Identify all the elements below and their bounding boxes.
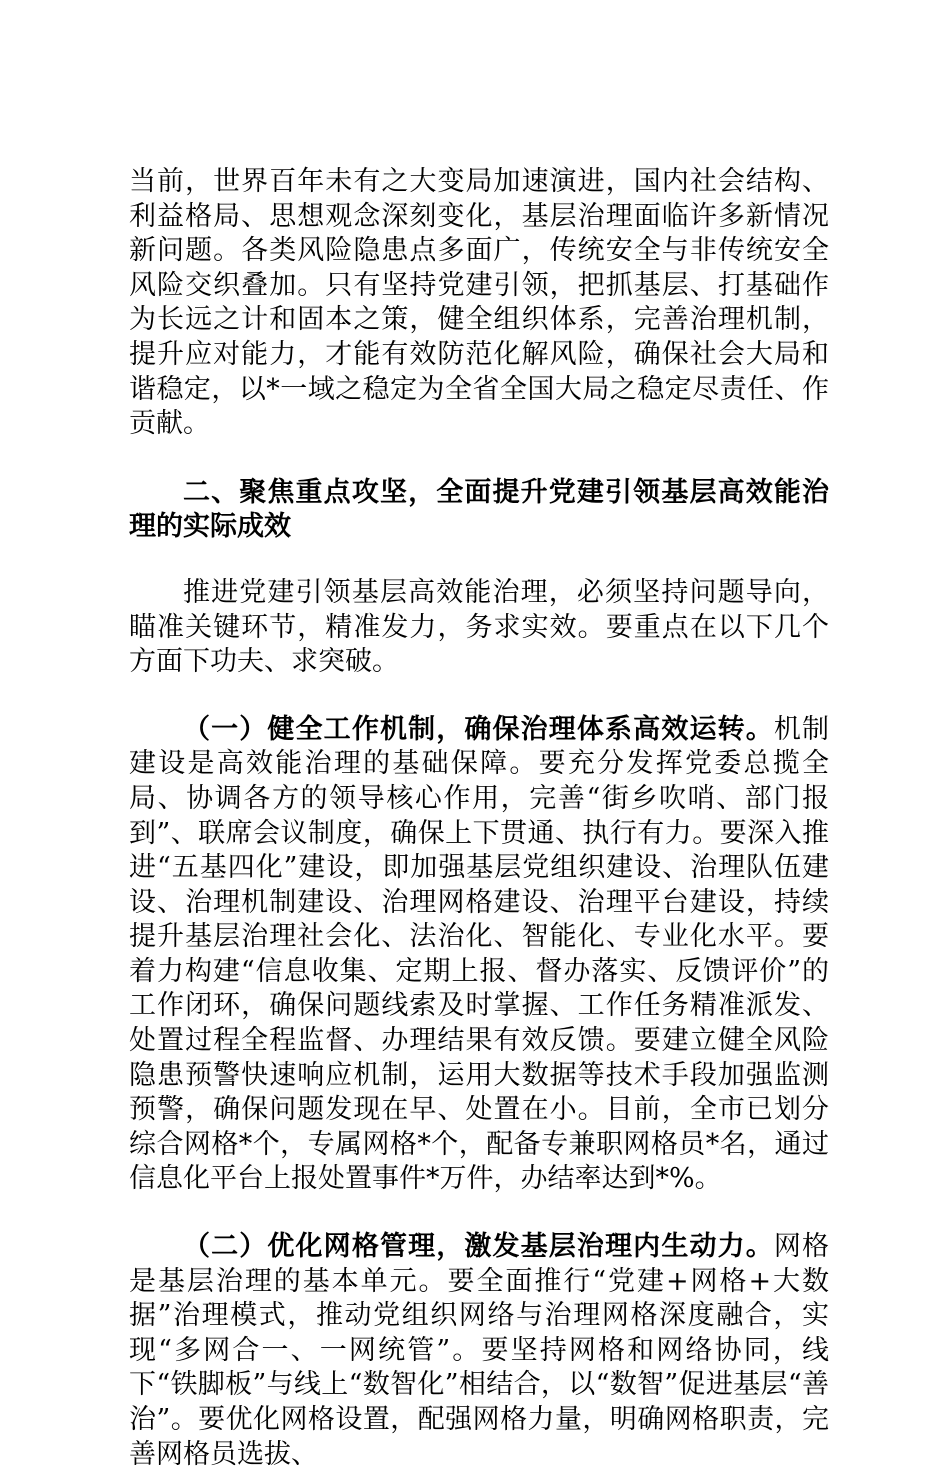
paragraph-intro: 当前，世界百年未有之大变局加速演进，国内社会结构、利益格局、思想观念深刻变化，基层治理面临许多新情况新问题。各类风险隐患点多面广，传统安全与非传统安全风险交织叠加。只有坚持党建引领，把抓基层、打基础作为长远之计和固本之策，健全组织体系，完善治理机制，提升应对能力，才能有效防范化解风险，确保社会大局和谐稳定，以*一域之稳定为全省全国大局之稳定尽责任、作贡献。 (129, 166, 829, 440)
subsection-1-lead: （一）健全工作机制，确保治理体系高效运转。 (183, 713, 774, 745)
subsection-1-body: 机制建设是高效能治理的基础保障。要充分发挥党委总揽全局、协调各方的领导核心作用，完善“街乡吹哨、部门报到”、联席会议制度，确保上下贯通、执行有力。要深入推进“五基四化”建设，即加强基层党组织建设、治理队伍建设、治理机制建设、治理网格建设、治理平台建设，持续提升基层治理社会化、法治化、智能化、专业化水平。要着力构建“信息收集、定期上报、督办落实、反馈评价”的工作闭环，确保问题线索及时掌握、工作任务精准派发、处置过程全程监督、办理结果有效反馈。要建立健全风险隐患预警快速响应机制，运用大数据等技术手段加强监测预警，确保问题发现在早、处置在小。目前，全市已划分综合网格*个，专属网格*个，配备专兼职网格员*名，通过信息化平台上报处置事件*万件，办结率达到*%。 (129, 713, 830, 1195)
document-page (129, 165, 829, 1472)
paragraph-subsection-2 (129, 1230, 829, 1472)
paragraph-subsection-1 (129, 713, 829, 1197)
paragraph-section-overview: 推进党建引领基层高效能治理，必须坚持问题导向，瞄准关键环节，精准发力，务求实效。要重点在以下几个方面下功夫、求突破。 (129, 576, 829, 678)
subsection-2-lead: （二）优化网格管理，激发基层治理内生动力。 (183, 1231, 774, 1263)
subsection-2-body: 网格是基层治理的基本单元。要全面推行“党建+网格+大数据”治理模式，推动党组织网络与治理网格深度融合，实现“多网合一、一网统管”。要坚持网格和网络协同，线下“铁脚板”与线上“数智化”相结合，以“数智”促进基层“善治”。要优化网格设置，配强网格力量，明确网格职责，完善网格员选拔、 (129, 1231, 830, 1470)
section-heading: 二、聚焦重点攻坚，全面提升党建引领基层高效能治理的实际成效 (129, 476, 829, 543)
